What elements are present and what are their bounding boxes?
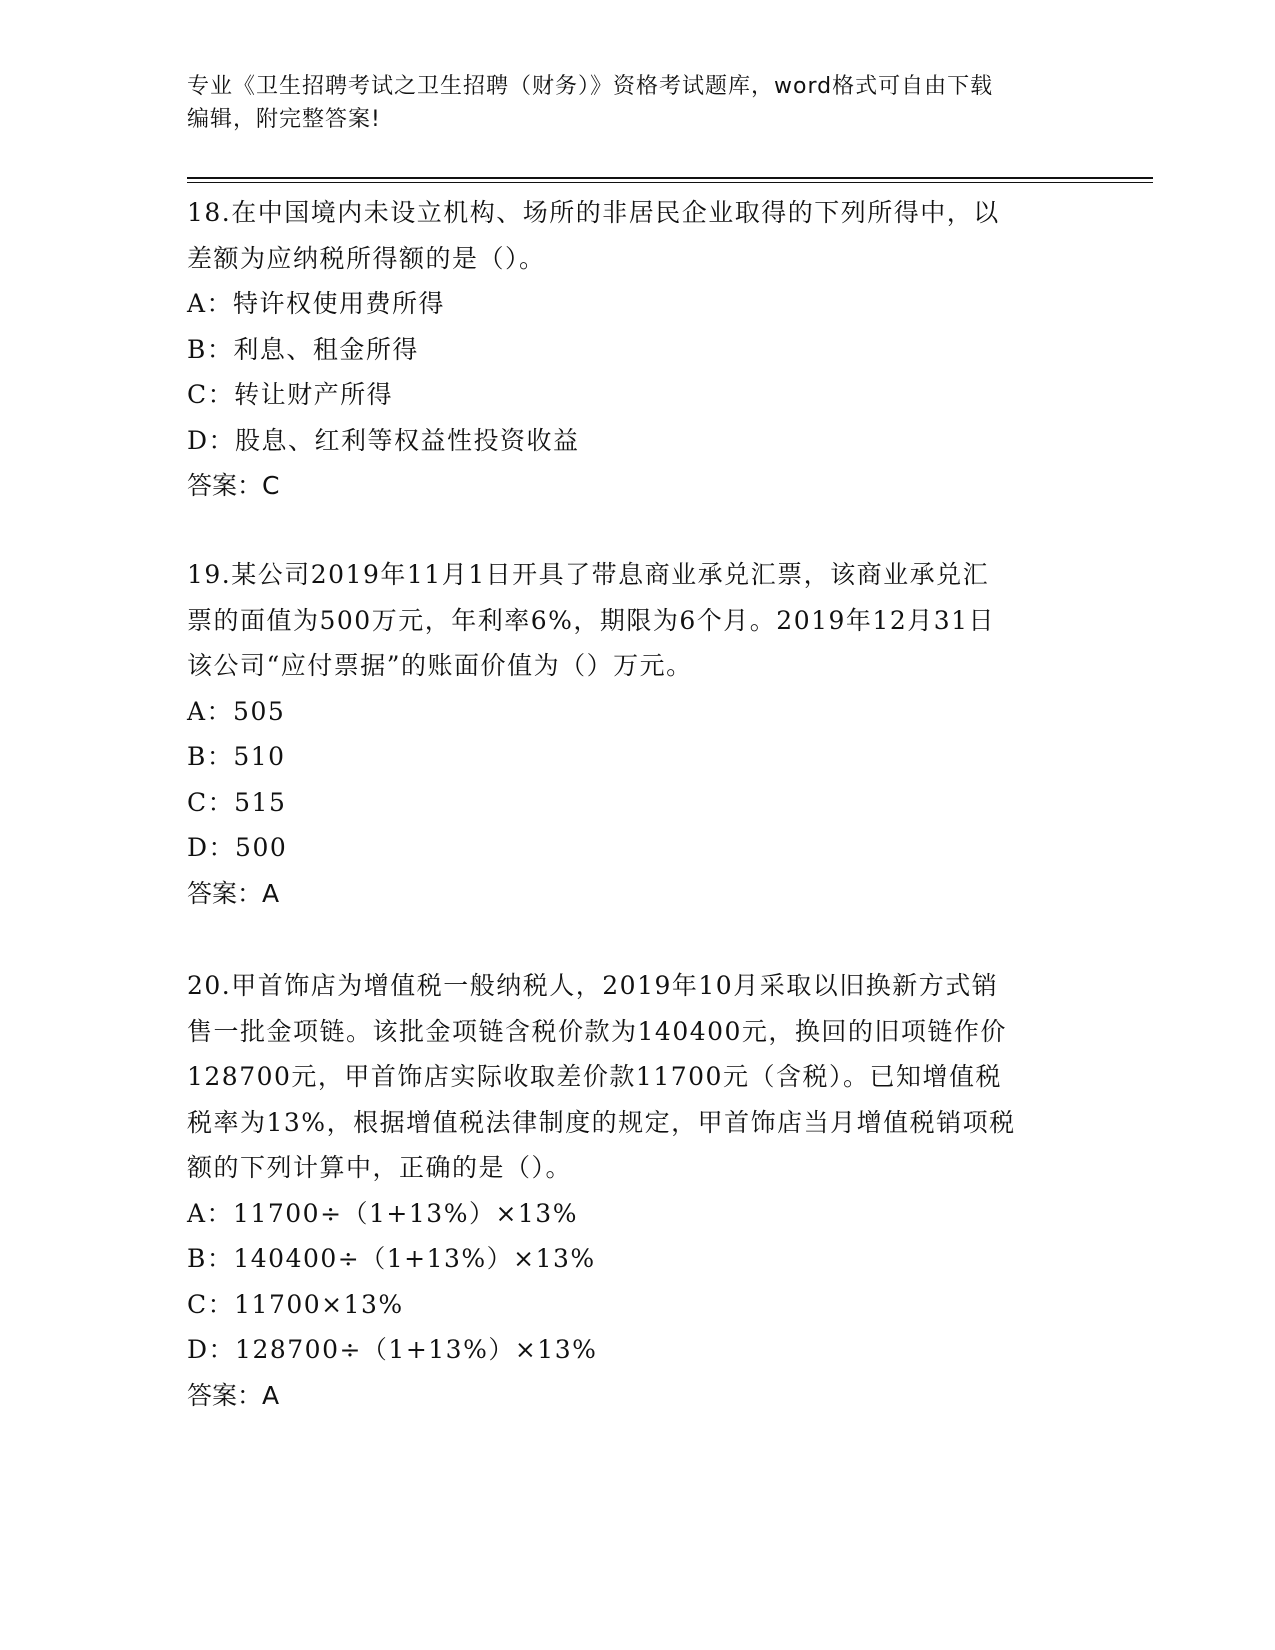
question-stem-line: 18.在中国境内未设立机构、场所的非居民企业取得的下列所得中，以 [187, 198, 1000, 227]
header-line-2: 编辑，附完整答案! [187, 107, 381, 132]
option-b: B：利息、租金所得 [187, 334, 419, 364]
option-a: A：505 [187, 696, 286, 726]
question-stem-line: 该公司“应付票据”的账面价值为（）万元。 [187, 651, 693, 680]
question-19 [187, 552, 1087, 916]
question-stem-line: 19.某公司2019年11月1日开具了带息商业承兑汇票，该商业承兑汇 [187, 560, 990, 589]
question-18 [187, 190, 1087, 509]
header-line-1: 专业《卫生招聘考试之卫生招聘（财务）》资格考试题库，word格式可自由下载 [187, 74, 994, 99]
answer-line: 答案：C [187, 471, 280, 500]
header-divider-thick [187, 177, 1153, 179]
option-d: D：股息、红利等权益性投资收益 [187, 425, 580, 455]
question-stem-line: 售一批金项链。该批金项链含税价款为140400元，换回的旧项链作价 [187, 1016, 1007, 1046]
answer-line: 答案：A [187, 1380, 280, 1410]
document-header [187, 70, 1087, 136]
option-c: C：11700×13% [187, 1289, 404, 1319]
option-d: D：500 [187, 833, 288, 862]
question-stem-line: 差额为应纳税所得额的是（）。 [187, 243, 546, 273]
question-stem-line: 额的下列计算中，正确的是（）。 [187, 1153, 573, 1182]
question-stem-line: 20.甲首饰店为增值税一般纳税人，2019年10月采取以旧换新方式销 [187, 971, 999, 1000]
question-20 [187, 963, 1087, 1418]
question-stem-line: 128700元，甲首饰店实际收取差价款11700元（含税）。已知增值税 [187, 1062, 1002, 1091]
option-a: A：11700÷（1+13%）×13% [187, 1198, 578, 1228]
option-d: D：128700÷（1+13%）×13% [187, 1335, 598, 1364]
option-c: C：转让财产所得 [187, 380, 394, 409]
question-stem-line: 票的面值为500万元，年利率6%，期限为6个月。2019年12月31日 [187, 605, 996, 635]
option-b: B：140400÷（1+13%）×13% [187, 1244, 596, 1273]
question-stem-line: 税率为13%，根据增值税法律制度的规定，甲首饰店当月增值税销项税 [187, 1107, 1016, 1137]
option-c: C：515 [187, 787, 287, 817]
header-divider-thin [187, 182, 1153, 183]
answer-line: 答案：A [187, 878, 280, 908]
option-b: B：510 [187, 742, 286, 771]
option-a: A：特许权使用费所得 [187, 289, 446, 318]
